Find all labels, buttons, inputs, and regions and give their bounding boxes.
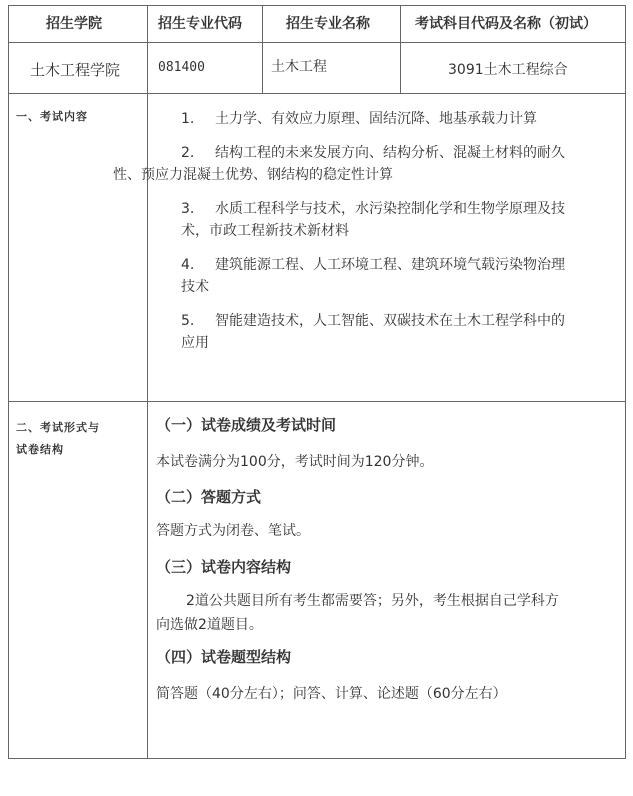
list-item: 4. 建筑能源工程、人工环境工程、建筑环境气载污染物治理 技术 xyxy=(181,257,565,295)
header-college: 招生学院 xyxy=(46,16,102,32)
part2-body: 答题方式为闭卷、笔试。 xyxy=(156,523,310,539)
exam-subject-value: 3091土木工程综合 xyxy=(448,62,568,78)
part3-body-line1: 2道公共题目所有考生都需要答；另外，考生根据自己学科方 xyxy=(186,593,559,609)
section1-label: 一、考试内容 xyxy=(16,110,88,123)
part2-body-wrap xyxy=(156,520,618,542)
section1-divider xyxy=(8,401,626,402)
list-item: 1. 土力学、有效应力原理、固结沉降、地基承载力计算 xyxy=(181,111,537,127)
major-code-value: 081400 xyxy=(158,60,205,75)
exam-content-list xyxy=(113,108,621,366)
major-name-value: 土木工程 xyxy=(271,59,327,75)
part2 xyxy=(156,486,618,508)
info-row-divider xyxy=(8,93,626,94)
part4-body: 简答题（40分左右）；问答、计算、论述题（60分左右） xyxy=(156,686,507,702)
header-major-code: 招生专业代码 xyxy=(158,16,242,32)
list-item: 3. 水质工程科学与技术，水污染控制化学和生物学原理及技 术，市政工程新技术新材料 xyxy=(181,201,565,239)
part1 xyxy=(156,414,618,436)
header-exam-subject: 考试科目代码及名称（初试） xyxy=(415,16,597,32)
part3-body-line2: 向选做2道题目。 xyxy=(156,617,263,633)
list-item: 5. 智能建造技术，人工智能、双碳技术在土木工程学科中的 应用 xyxy=(181,313,565,351)
col1-divider xyxy=(147,5,148,759)
col2-divider xyxy=(262,5,263,94)
part1-body: 本试卷满分为100分，考试时间为120分钟。 xyxy=(156,454,434,470)
part4 xyxy=(156,646,618,668)
part4-title: （四）试卷题型结构 xyxy=(156,648,292,666)
header-row-divider xyxy=(8,42,626,43)
part3-title: （三）试卷内容结构 xyxy=(156,558,292,576)
header-major-name: 招生专业名称 xyxy=(286,16,370,32)
part4-body-wrap xyxy=(156,683,618,705)
part1-body-wrap xyxy=(156,451,618,473)
section2-label: 二、考试形式与 试卷结构 xyxy=(16,421,100,456)
part2-title: （二）答题方式 xyxy=(156,488,262,506)
list-item: 2. 结构工程的未来发展方向、结构分析、混凝土材料的耐久 性、预应力混凝土优势、钢结构的稳定性计算 xyxy=(113,145,565,183)
col3-divider xyxy=(400,5,401,94)
part1-title: （一）试卷成绩及考试时间 xyxy=(156,416,337,434)
college-value: 土木工程学院 xyxy=(30,61,121,79)
part3-body-wrap xyxy=(156,590,618,636)
part3 xyxy=(156,556,618,578)
